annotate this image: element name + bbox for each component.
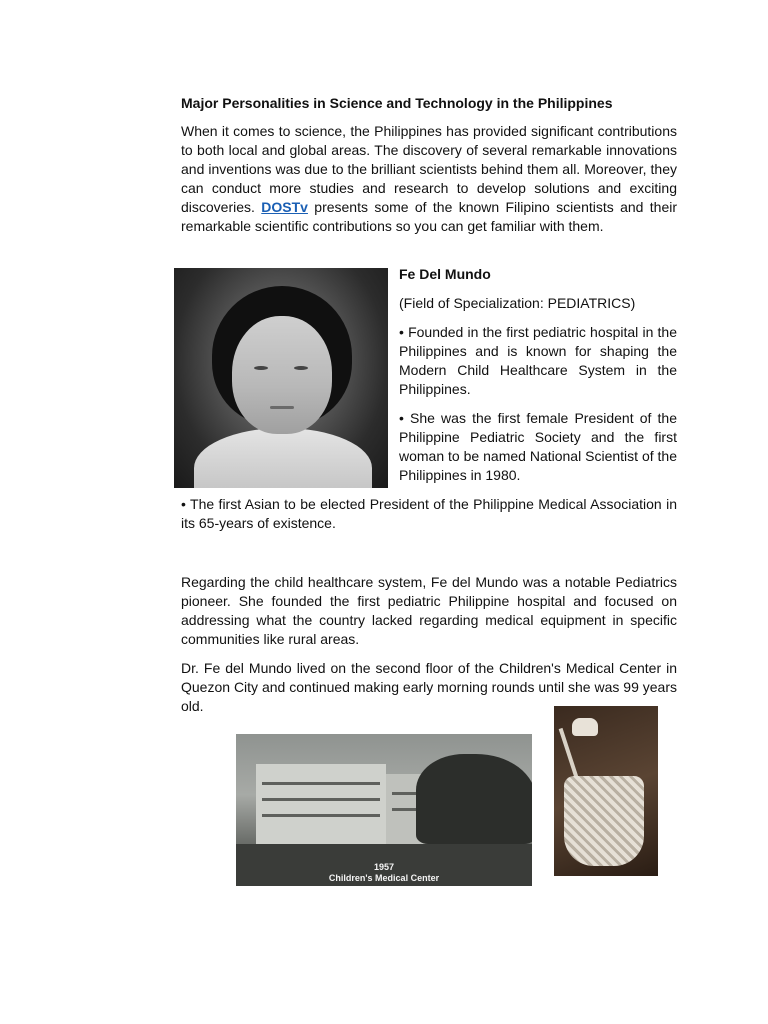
- dostv-link[interactable]: DOSTv: [261, 199, 308, 215]
- trees: [416, 754, 532, 844]
- bullet-item: • She was the first female President of the Philippine Pediatric Society and the first woman to be named National Scientist of the Philippines in 1980.: [399, 410, 677, 483]
- photo-caption-year: 1957: [373, 862, 395, 872]
- building-window-row: [262, 814, 380, 817]
- building-window-row: [262, 798, 380, 801]
- portrait-collar: [194, 428, 372, 488]
- building-window-row: [262, 782, 380, 785]
- bassinet-photo: [554, 706, 658, 876]
- intro-text-end: presents some of the known Filipino scientists and their remarkable scientific contributions so you can get familiar with them.: [181, 199, 678, 234]
- specialization: (Field of Specialization: PEDIATRICS): [399, 295, 636, 311]
- hospital-building-left: [256, 764, 386, 844]
- portrait-mouth: [270, 406, 294, 409]
- intro-text-start: When it comes to science, the Philippines has provided significant contributions to both local and global areas. The discovery of several remarkable innovations and inventions was due to the brilliant scientists behind them all. Moreover, they can conduct more studies and research to develop solutions and exciting discoveries.: [181, 123, 677, 215]
- portrait-eye-left: [254, 366, 268, 370]
- fe-del-mundo-portrait: [174, 268, 388, 488]
- childrens-medical-center-photo: [236, 734, 532, 886]
- bassinet-lamp: [572, 718, 598, 736]
- intro-paragraph: [181, 122, 677, 236]
- person-name: Fe Del Mundo: [399, 266, 491, 282]
- body-paragraph: Regarding the child healthcare system, Fe del Mundo was a notable Pediatrics pioneer. She founded the first pediatric Philippine hospital and focused on addressing what the country lacked regarding medical equipment in specific communities like rural areas.: [181, 574, 677, 647]
- portrait-face: [232, 316, 332, 434]
- bullet-item: • Founded in the first pediatric hospital in the Philippines and is known for shaping the Modern Child Healthcare System in the Philippines.: [399, 324, 677, 397]
- bullet-item: • The first Asian to be elected President of the Philippine Medical Association in its 65-years of existence.: [181, 496, 677, 531]
- bassinet-basket: [564, 776, 644, 866]
- portrait-eye-right: [294, 366, 308, 370]
- body-paragraph: Dr. Fe del Mundo lived on the second floor of the Children's Medical Center in Quezon City and continued making early morning rounds until she was 99 years old.: [181, 660, 677, 714]
- document-title: Major Personalities in Science and Technology in the Philippines: [181, 95, 613, 111]
- photo-caption-name: Children's Medical Center: [328, 873, 440, 883]
